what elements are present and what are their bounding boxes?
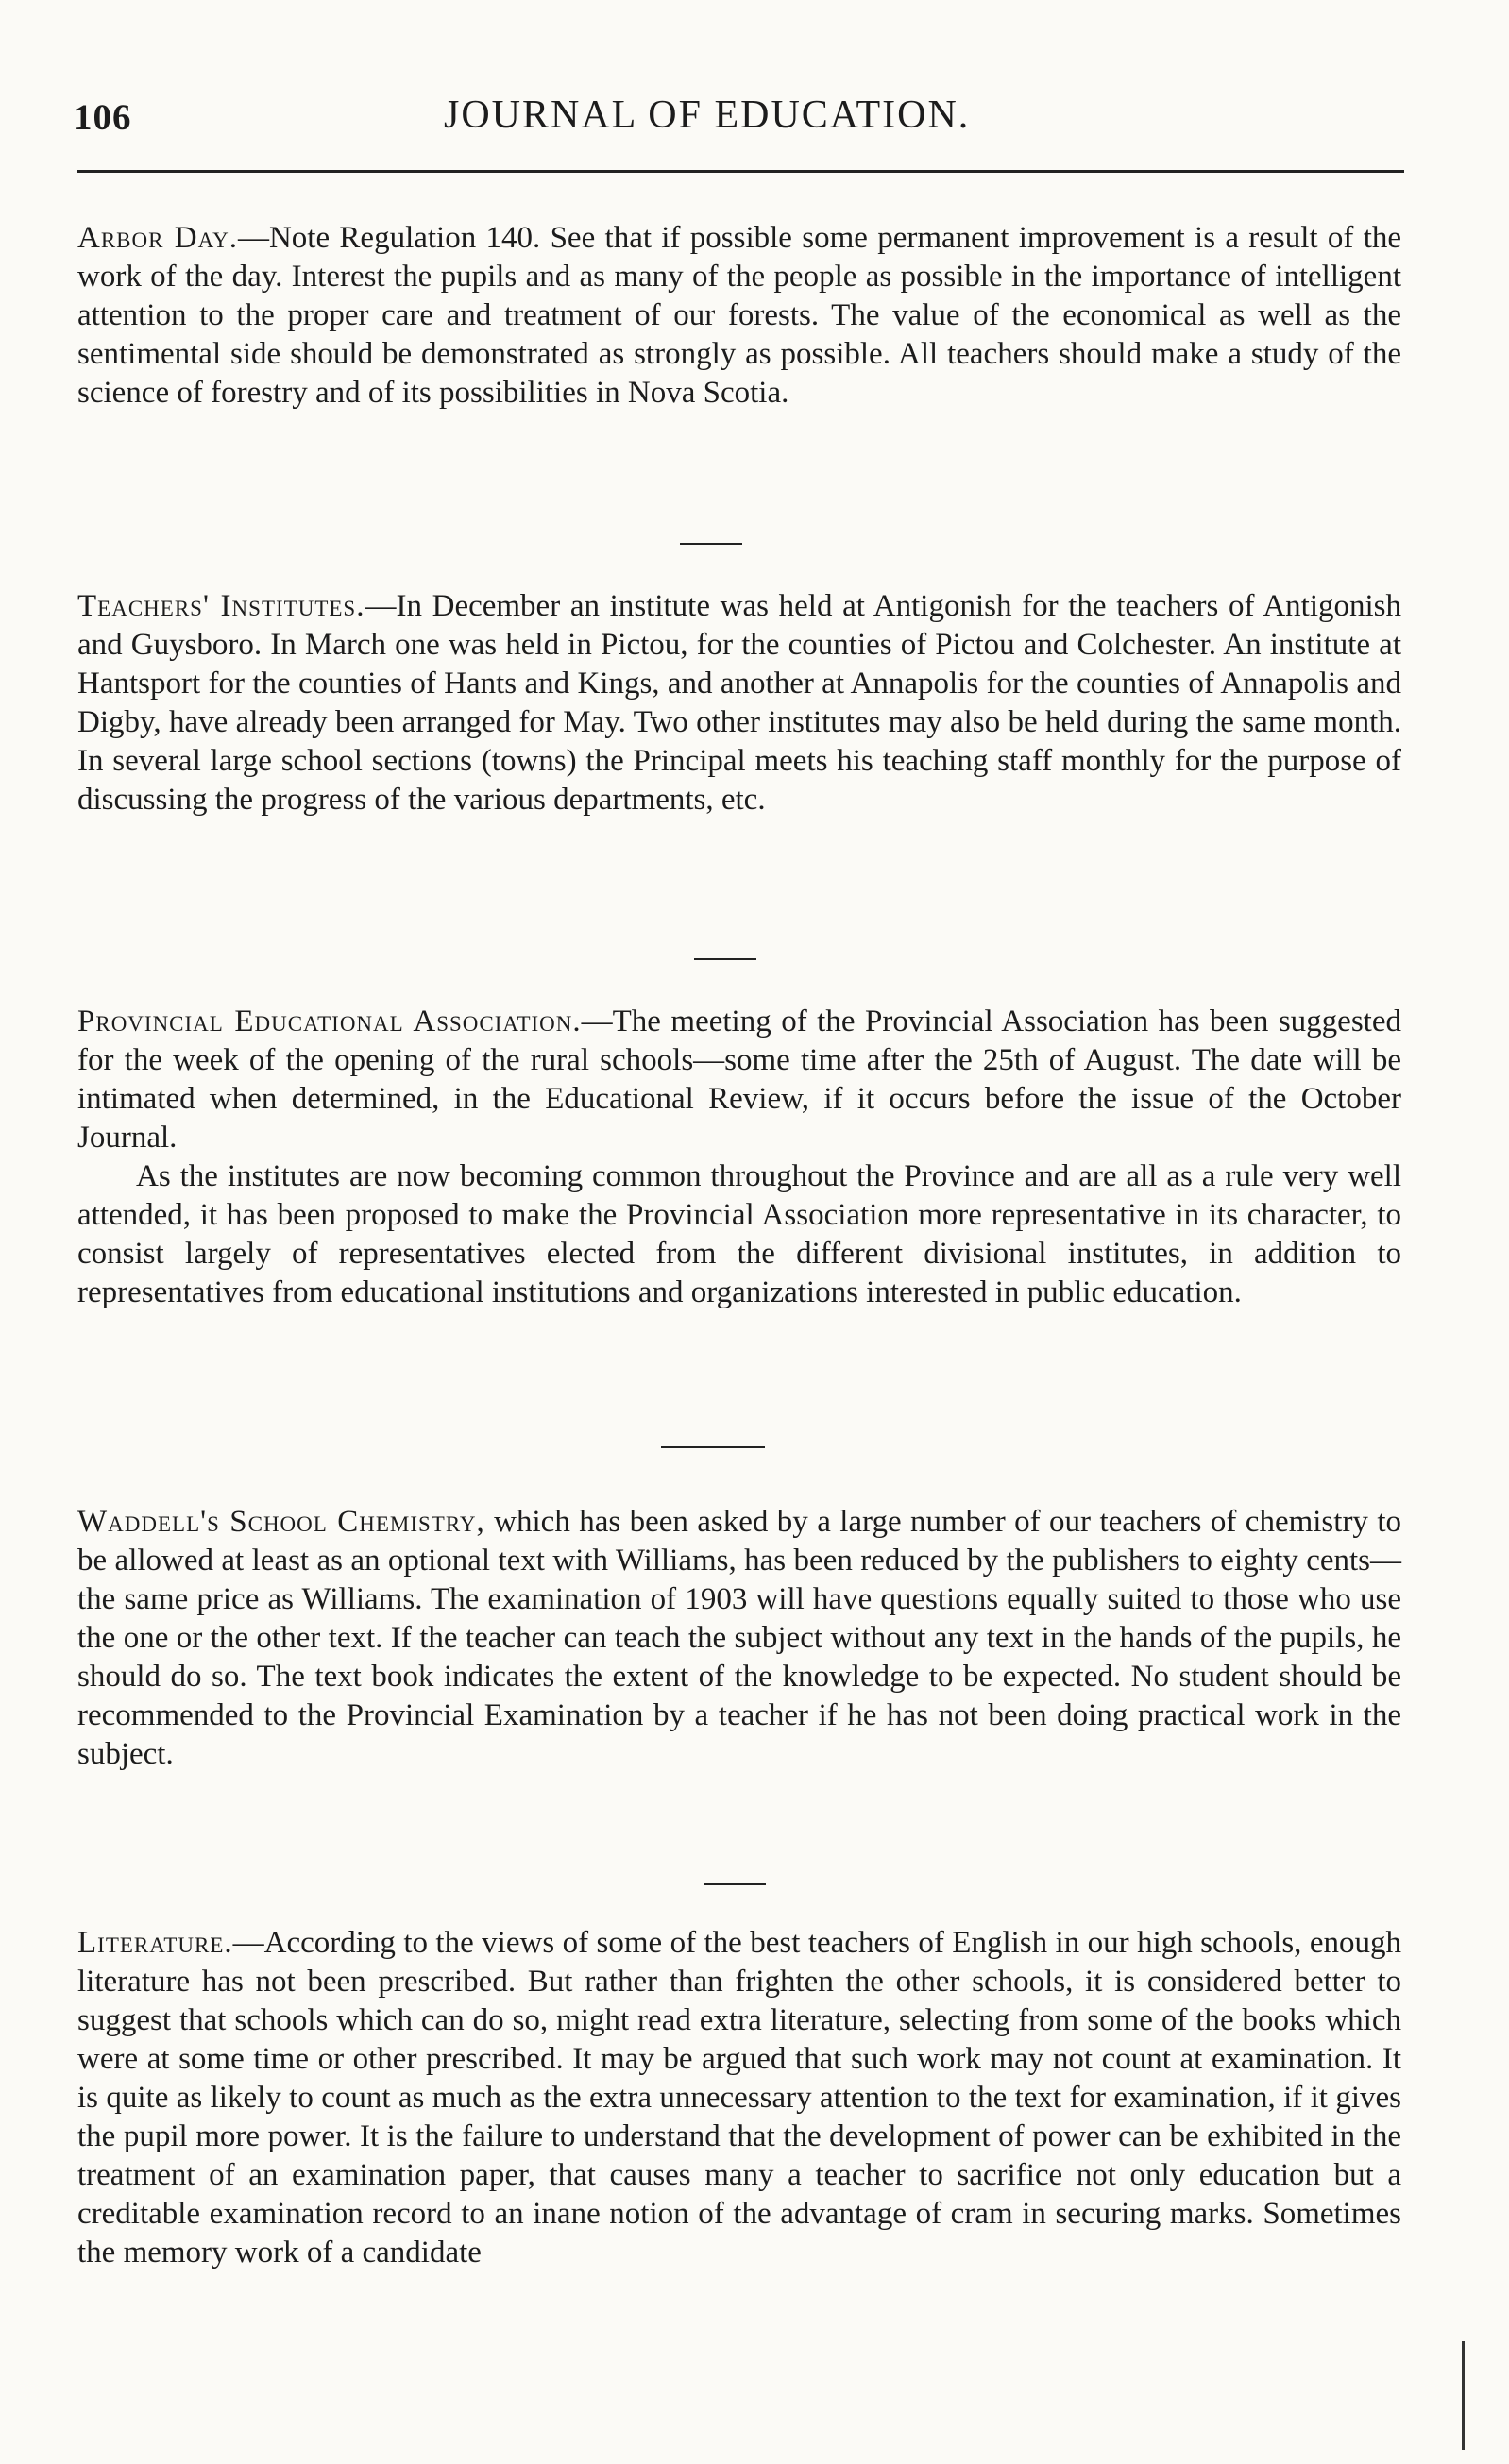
article-paragraph [77,587,1401,819]
page-number: 106 [74,97,132,138]
running-head: JOURNAL OF EDUCATION. [444,93,971,137]
article-paragraph [77,1157,1401,1312]
article-paragraph [77,1924,1401,2272]
page-edge-mark [1462,2341,1465,2450]
article-text: —In December an institute was held at Antigonish for the teachers of Antigonish and Guysboro. In March one was held in Pictou, for the counties of Pictou and Colchester. An institute at Hantsport for the counties of Hants and Kings, and another at Annapolis for the counties of Annapolis and Digby, have already been arranged for May. Two other institutes may also be held during the same month. In several large school sections (towns) the Principal meets his teaching staff monthly for the purpose of discussing the progress of the various departments, etc. [77,589,1402,817]
section-separator [694,958,756,960]
section-separator [661,1446,765,1448]
section-separator [704,1883,766,1885]
article-school-chemistry [77,1503,1401,1774]
article-heading: Waddell's School Chemistry, [77,1505,485,1539]
page-header [74,87,1396,153]
article-teachers-institutes [77,587,1401,819]
article-paragraph [77,1503,1401,1774]
article-arbor-day [77,219,1401,413]
article-paragraph [77,1003,1401,1157]
article-text: —According to the views of some of the best teachers of English in our high schools, enough literature has not been prescribed. But rather than frighten the other schools, it is considered better to suggest that schools which can do so, might read extra literature, selecting from some of the books which were at some time or other prescribed. It may be argued that such work may not count at examination. It is quite as likely to count as much as the extra unnecessary attention to the text for examination, if it gives the pupil more power. It is the failure to understand that the development of power can be exhibited in the treatment of an examination paper, that causes many a teacher to sacrifice not only education but a creditable examination record to an inane notion of the advantage of cram in securing marks. Sometimes the memory work of a candidate [77,1926,1401,2270]
header-rule [77,170,1404,173]
section-separator [680,543,742,545]
article-text: As the institutes are now becoming common throughout the Province and are all as a rule very well attended, it has been proposed to make the Provincial Association more representative in its character, to consist largely of representatives elected from the different divisional institutes, in addition to representatives from educational institutions and organizations interested in public education. [77,1159,1401,1309]
article-text: which has been asked by a large number of our teachers of chemistry to be allowed at least as an optional text with Williams, has been reduced by the publishers to eighty cents—the same price as Williams. The examination of 1903 will have questions equally suited to those who use the one or the other text. If the teacher can teach the subject without any text in the hands of the pupils, he should do so. The text book indicates the extent of the knowledge to be expected. No student should be recommended to the Provincial Examination by a teacher if he has not been doing practical work in the subject. [77,1505,1401,1771]
article-heading: Literature. [77,1926,233,1960]
article-provincial-association [77,1003,1401,1312]
article-heading: Provincial Educational Association. [77,1004,582,1038]
article-text: —The meeting of the Provincial Association has been suggested for the week of the opening of the rural schools—some time after the 25th of August. The date will be intimated when determined, in the Educational Review, if it occurs before the issue of the October Journal. [77,1004,1401,1155]
article-heading: Teachers' Institutes. [77,589,365,623]
article-literature [77,1924,1401,2272]
article-paragraph [77,219,1401,413]
article-text: —Note Regulation 140. See that if possible some permanent improvement is a result of the work of the day. Interest the pupils and as many of the people as possible in the importance of intelligent attention to the proper care and treatment of our forests. The value of the economical as well as the sentimental side should be demonstrated as strongly as possible. All teachers should make a study of the science of forestry and of its possibilities in Nova Scotia. [77,221,1402,410]
article-heading: Arbor Day. [77,221,238,255]
